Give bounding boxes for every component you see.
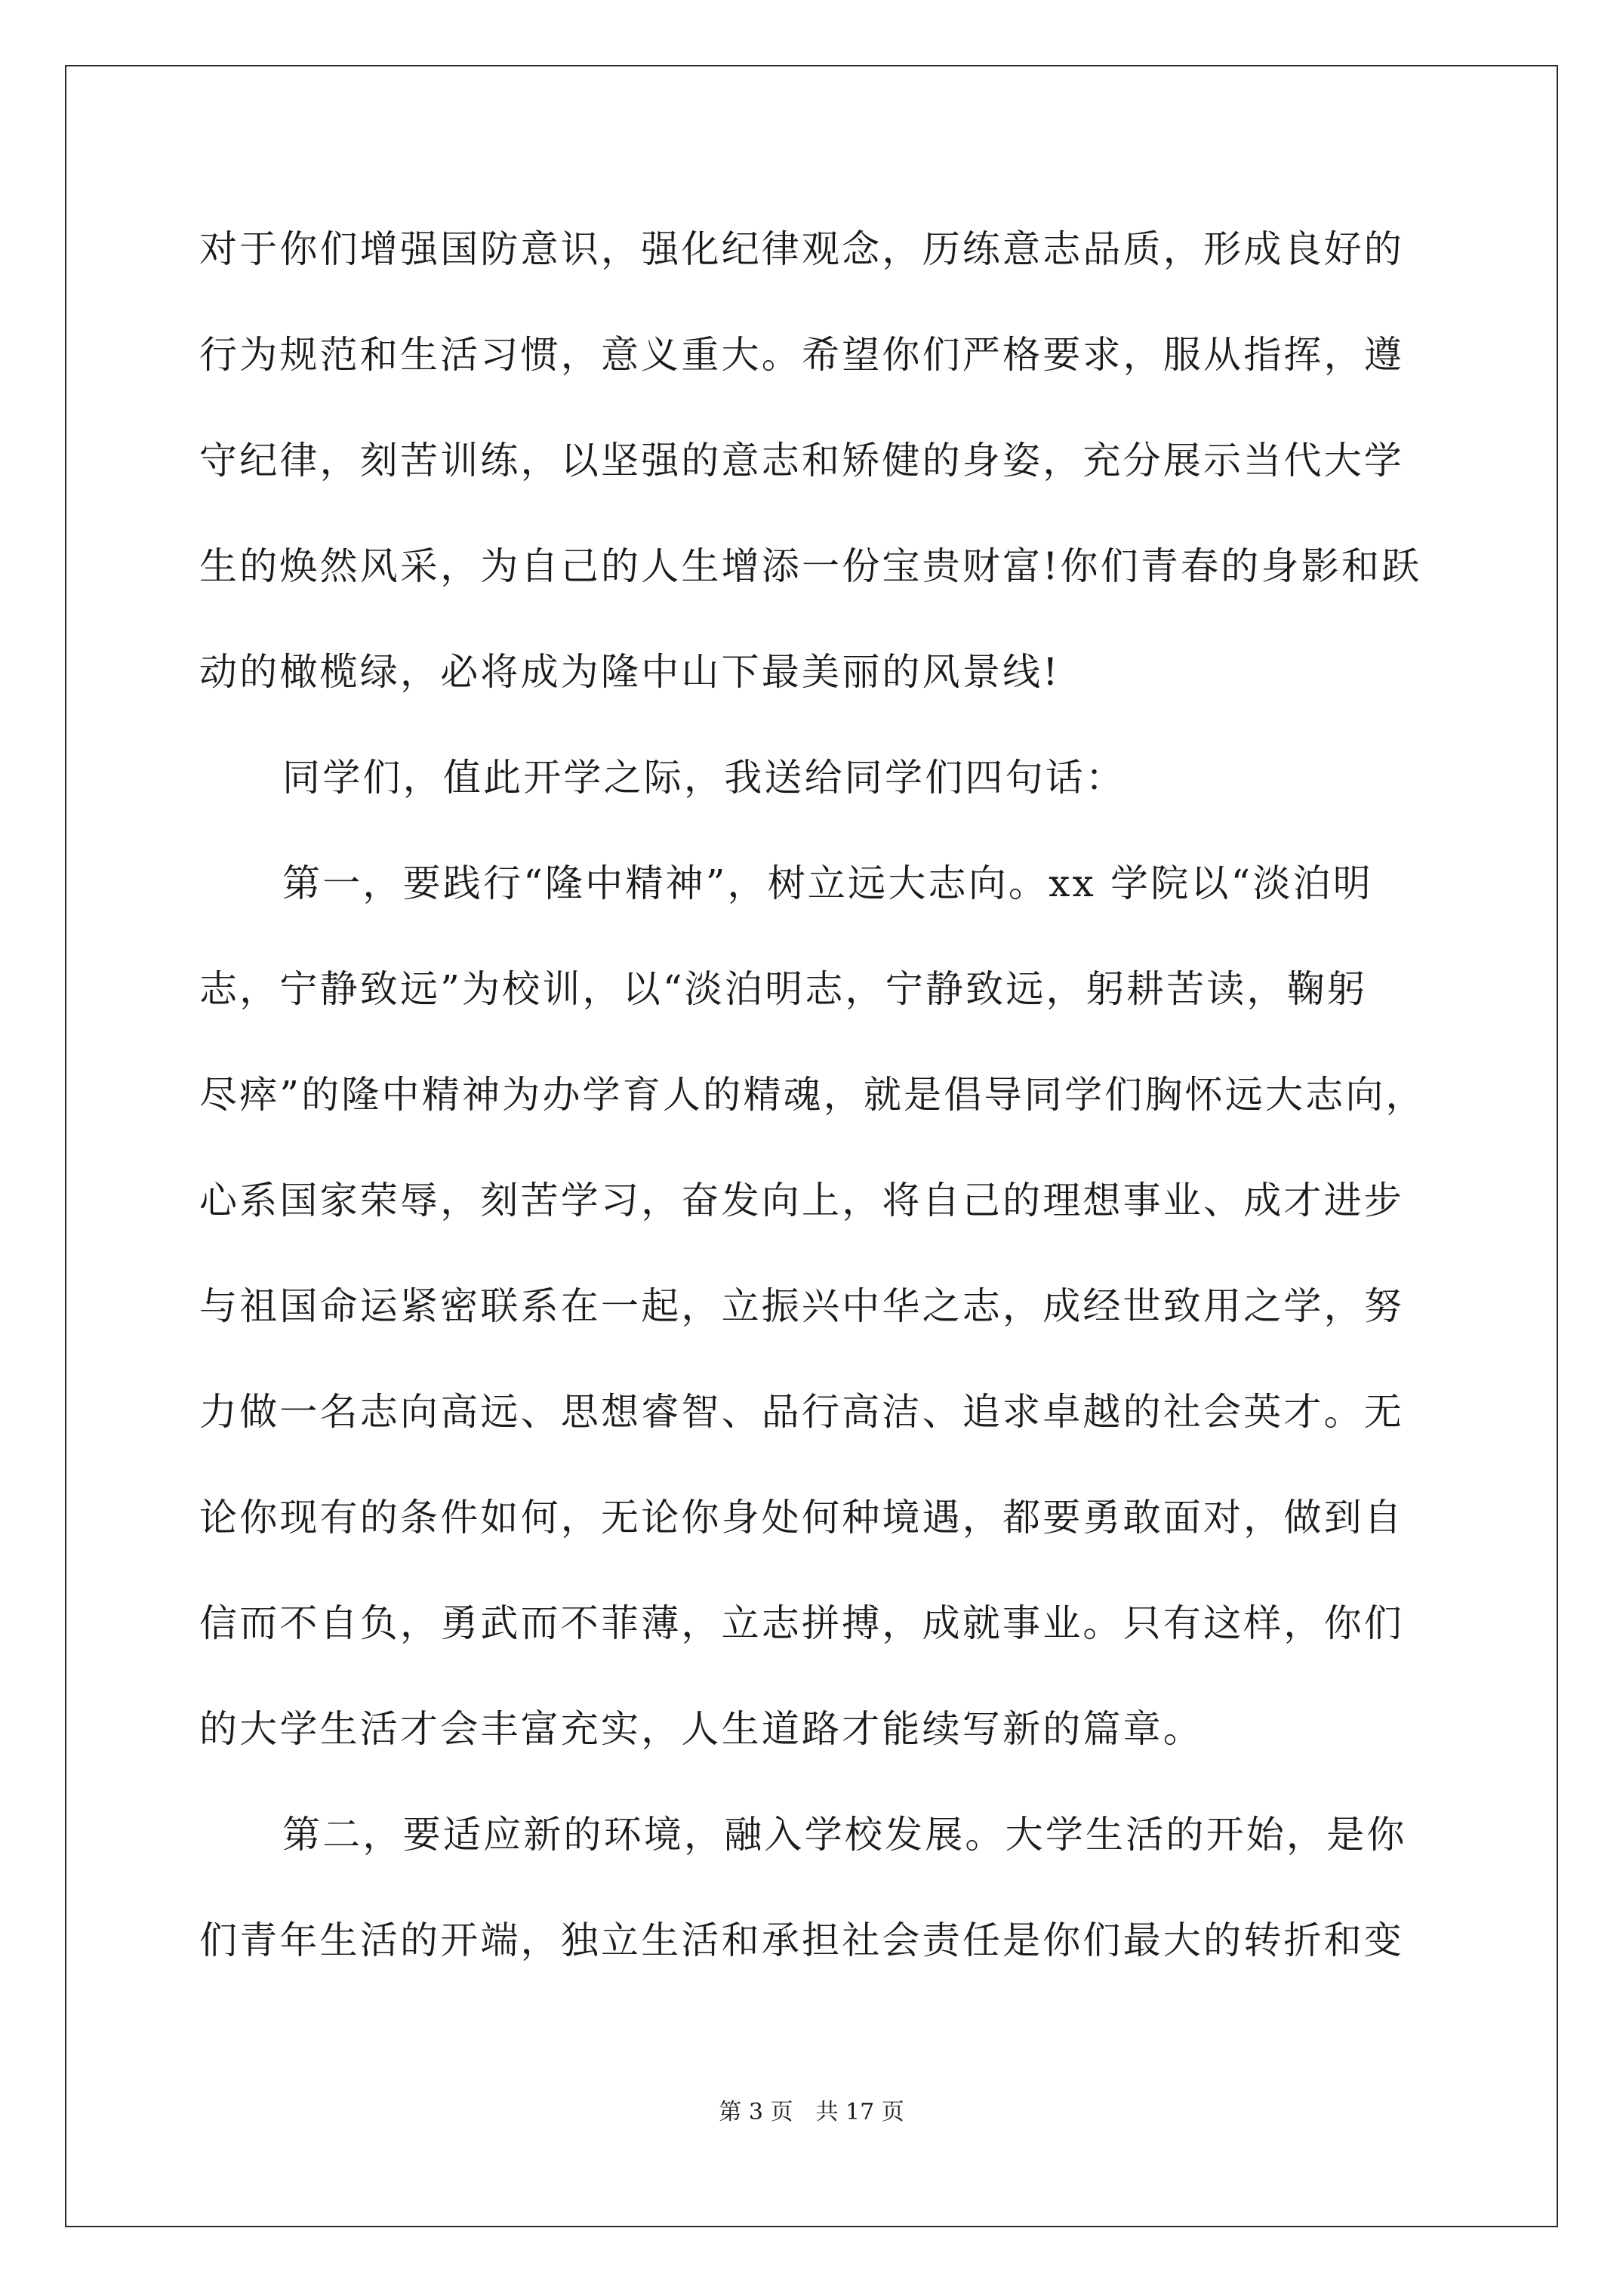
text-line: 守纪律，刻苦训练，以坚强的意志和矫健的身姿，充分展示当代大学 [199, 439, 1404, 482]
text-line: 志，宁静致远”为校训，以“淡泊明志，宁静致远，躬耕苦读，鞠躬 [199, 967, 1368, 1011]
page-number-current: 第 3 页 [719, 2099, 793, 2125]
paragraph-start-line: 第二，要适应新的环境，融入学校发展。大学生活的开始，是你 [282, 1813, 1407, 1857]
document-body [199, 196, 1452, 1993]
text-line: 信而不自负，勇武而不菲薄，立志拼搏，成就事业。只有这样，你们 [199, 1601, 1404, 1645]
text-line: 尽瘁”的隆中精神为办学育人的精魂，就是倡导同学们胸怀远大志向， [199, 1073, 1426, 1117]
text-line: 心系国家荣辱，刻苦学习，奋发向上，将自己的理想事业、成才进步 [199, 1179, 1404, 1222]
paragraph-start-line: 第一，要践行“隆中精神”，树立远大志向。xx 学院以“淡泊明 [282, 861, 1373, 905]
text-line: 的大学生活才会丰富充实，人生道路才能续写新的篇章。 [199, 1707, 1203, 1751]
paragraph-start-line: 同学们，值此开学之际，我送给同学们四句话： [282, 756, 1126, 800]
text-line: 力做一名志向高远、思想睿智、品行高洁、追求卓越的社会英才。无 [199, 1390, 1404, 1434]
page-number-total: 共 17 页 [815, 2099, 904, 2125]
text-line: 生的焕然风采，为自己的人生增添一份宝贵财富!你们青春的身影和跃 [199, 544, 1422, 588]
text-line: 动的橄榄绿，必将成为隆中山下最美丽的风景线! [199, 650, 1061, 694]
page-footer [0, 2097, 1623, 2128]
text-line: 与祖国命运紧密联系在一起，立振兴中华之志，成经世致用之学，努 [199, 1284, 1404, 1328]
text-line: 们青年生活的开端，独立生活和承担社会责任是你们最大的转折和变 [199, 1918, 1404, 1962]
text-line: 行为规范和生活习惯，意义重大。希望你们严格要求，服从指挥，遵 [199, 333, 1404, 377]
text-line: 论你现有的条件如何，无论你身处何种境遇，都要勇敢面对，做到自 [199, 1496, 1404, 1539]
text-line: 对于你们增强国防意识，强化纪律观念，历练意志品质，形成良好的 [199, 227, 1404, 271]
